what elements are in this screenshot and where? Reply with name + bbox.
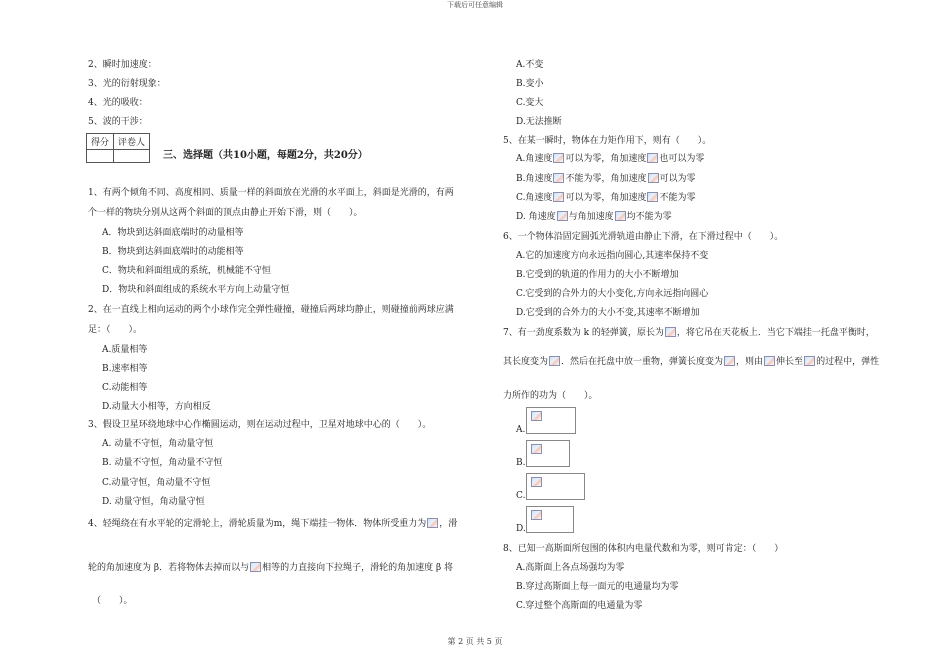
formula-image-icon (724, 356, 735, 366)
fill-blank-item: 4、光的吸收： (88, 98, 148, 108)
section-title: 三、选择题（共10小题，每题2分，共20分） (163, 150, 368, 161)
q4-stem (88, 518, 457, 530)
q6-option-a: A.它的加速度方向永远指向圆心,其速率保持不变 (516, 251, 709, 261)
grader-cell (114, 150, 150, 163)
q5-stem: 5、在某一瞬时，物体在力矩作用下，则有（ ）。 (503, 136, 712, 146)
q5-d-text-3: 均不能为零 (626, 212, 672, 222)
formula-image-icon (553, 192, 564, 202)
q7-text-5: ，则由 (736, 357, 764, 367)
q5-d-text-2: 与角加速度 (568, 212, 614, 222)
page-footer: 第 2 页 共 5 页 (447, 637, 503, 646)
q1-option-a: A．物块到达斜面底端时的动量相等 (102, 228, 244, 238)
q6-stem: 6、一个物体沿固定圆弧光滑轨道由静止下滑，在下滑过程中（ ）。 (503, 232, 784, 242)
q7-stem (503, 327, 875, 339)
q7-option-b-label: B. (516, 458, 526, 468)
q5-option-b (516, 173, 696, 185)
q7-stem-3: 力所作的功为（ ）。 (503, 391, 598, 401)
q2-option-a: A.质量相等 (102, 345, 148, 355)
q8-stem: 8、已知一高斯面所包围的体积内电量代数和为零，则可肯定：（ ） (503, 544, 784, 554)
score-label: 得分 (87, 134, 114, 150)
formula-image-icon (427, 518, 438, 528)
formula-image-icon (553, 153, 564, 163)
q4-stem-2 (88, 562, 453, 574)
formula-image-icon (615, 211, 626, 221)
q8-option-a: A.高斯面上各点场强均为零 (516, 563, 625, 573)
formula-image-icon (665, 327, 676, 337)
q2-option-d: D.动量大小相等，方向相反 (102, 402, 211, 412)
q8-option-b: B.穿过高斯面上每一面元的电通量均为零 (516, 582, 679, 592)
formula-image-icon (764, 356, 775, 366)
q4-option-d: D.无法推断 (516, 117, 562, 127)
formula-image-icon (648, 173, 659, 183)
fill-blank-item: 3、光的衍射现象： (88, 79, 166, 89)
q2-option-b: B.速率相等 (102, 364, 148, 374)
score-table (86, 133, 150, 163)
q4-option-c: C.变大 (516, 98, 544, 108)
q3-option-c: C.动量守恒，角动量不守恒 (102, 478, 211, 488)
q7-text-2: ，将它吊在天花板上．当它下端挂一托盘平衡时， (676, 328, 875, 338)
formula-image-icon (647, 192, 658, 202)
q3-stem: 3、假设卫星环绕地球中心作椭圆运动，则在运动过程中，卫星对地球中心的（ ）。 (88, 420, 432, 430)
q7-option-c-image (526, 473, 585, 500)
q2-option-c: C.动能相等 (102, 383, 148, 393)
formula-image-icon (557, 211, 568, 221)
q5-option-a (516, 153, 704, 165)
score-cell (87, 150, 114, 163)
q7-option-d-image (526, 506, 574, 533)
q2-stem-2: 足：（ ）。 (88, 325, 143, 335)
q4-option-a: A.不变 (516, 60, 544, 70)
q5-c-text: C.角速度 (516, 193, 553, 203)
fill-blank-item: 5、波的干涉： (88, 117, 148, 127)
q6-option-b: B.它受到的轨道的作用力的大小不断增加 (516, 270, 679, 280)
q5-a-text-2: 可以为零，角加速度 (565, 154, 647, 164)
q5-b-text-2: 不能为零，角加速度 (565, 174, 647, 184)
q7-option-a-label: A. (516, 425, 526, 435)
formula-image-icon (804, 356, 815, 366)
q7-text-1: 7、有一劲度系数为 k 的轻弹簧，原长为 (503, 328, 664, 338)
q3-option-a: A. 动量不守恒，角动量守恒 (102, 439, 214, 449)
q3-option-b: B. 动量不守恒，角动量不守恒 (102, 458, 223, 468)
q7-text-4: ．然后在托盘中放一重物，弹簧长度变为 (561, 357, 724, 367)
q7-text-3: 其长度变为 (503, 357, 549, 367)
q5-option-d (516, 211, 672, 223)
q7-option-b-image (526, 440, 570, 467)
q4-text-3: 轮的角加速度为 β．若将物体去掉而以与 (88, 563, 250, 573)
q5-option-c (516, 192, 695, 204)
q2-stem: 2、在一直线上相向运动的两个小球作完全弹性碰撞，碰撞后两球均静止，则碰撞前两球应满 (88, 305, 454, 315)
q4-text-4: 相等的力直接向下拉绳子，滑轮的角加速度 β 将 (262, 563, 454, 573)
q7-text-6: 伸长至 (776, 357, 804, 367)
q5-d-text: D. 角速度 (516, 212, 556, 222)
q4-option-b: B.变小 (516, 79, 544, 89)
q4-stem-3: （ ）。 (92, 596, 133, 606)
q5-c-text-2: 可以为零，角加速度 (565, 193, 647, 203)
q5-b-text: B.角速度 (516, 174, 553, 184)
q4-text-2: ，滑 (439, 519, 458, 529)
formula-image-icon (531, 477, 542, 487)
q6-option-d: D.它受到的合外力的大小不变,其速率不断增加 (516, 308, 700, 318)
formula-image-icon (531, 411, 542, 421)
formula-image-icon (531, 444, 542, 454)
fill-blank-item: 2、瞬时加速度： (88, 60, 157, 70)
q8-option-c: C.穿过整个高斯面的电通量为零 (516, 601, 643, 611)
q1-option-d: D．物块和斜面组成的系统水平方向上动量守恒 (102, 285, 290, 295)
q5-b-text-3: 可以为零 (659, 174, 696, 184)
q5-a-text: A.角速度 (516, 154, 553, 164)
q7-option-d-label: D. (516, 524, 526, 534)
q5-a-text-3: 也可以为零 (659, 154, 705, 164)
q4-text-1: 4、轻绳绕在有水平轮的定滑轮上，滑轮质量为m，绳下端挂一物体．物体所受重力为 (88, 519, 427, 529)
q1-option-c: C．物块和斜面组成的系统，机械能不守恒 (102, 266, 271, 276)
formula-image-icon (549, 356, 560, 366)
formula-image-icon (647, 153, 658, 163)
q7-option-a-image (526, 407, 576, 434)
q5-c-text-3: 不能为零 (659, 193, 696, 203)
q7-stem-2 (503, 356, 879, 368)
q1-stem-2: 个一样的物块分别从这两个斜面的顶点由静止开始下滑，则（ ）。 (88, 208, 363, 218)
formula-image-icon (553, 173, 564, 183)
q1-stem: 1、有两个倾角不同、高度相同、质量一样的斜面放在光滑的水平面上，斜面是光滑的，有两 (88, 188, 454, 198)
q7-option-c-label: C. (516, 491, 526, 501)
formula-image-icon (531, 510, 542, 520)
q6-option-c: C.它受到的合外力的大小变化,方向永远指向圆心 (516, 289, 709, 299)
grader-label: 评卷人 (114, 134, 150, 150)
q3-option-d: D. 动量守恒，角动量守恒 (102, 497, 205, 507)
formula-image-icon (250, 562, 261, 572)
q7-text-7: 的过程中，弹性 (816, 357, 880, 367)
q1-option-b: B．物块到达斜面底端时的动能相等 (102, 247, 244, 257)
header-note: 下载后可任意编辑 (447, 1, 503, 9)
